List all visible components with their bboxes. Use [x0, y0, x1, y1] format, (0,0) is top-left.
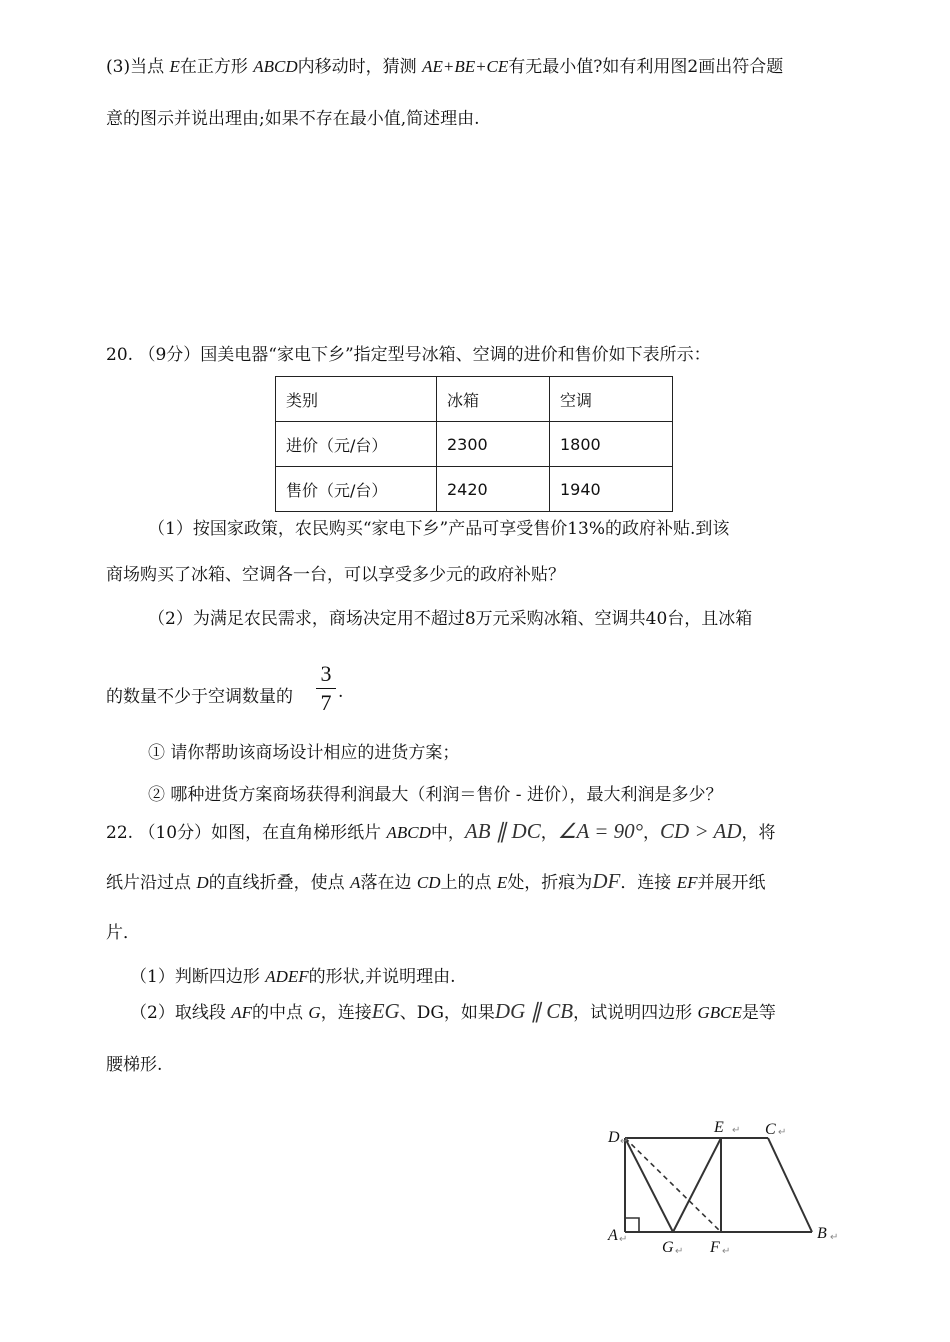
label-E: E: [714, 1119, 724, 1136]
return-mark: ↵: [778, 1127, 787, 1138]
table-cell: 1940: [550, 467, 673, 512]
table-cell: 2300: [437, 422, 550, 467]
q19-part3-line1: (3)当点 E在正方形 ABCD内移动时，猜测 AE+BE+CE有无最小值?如有利用图2画出符合题: [106, 57, 784, 77]
q22-part2-line2: 腰梯形.: [106, 1055, 163, 1075]
q20-title: 20. （9分）国美电器“家电下乡”指定型号冰箱、空调的进价和售价如下表所示：: [106, 345, 711, 365]
fraction-bar: [316, 688, 336, 689]
q19-part3-line2: 意的图示并说出理由;如果不存在最小值,简述理由.: [106, 109, 480, 129]
return-mark: ↵: [722, 1246, 731, 1257]
q20-sub1: ① 请你帮助该商场设计相应的进货方案；: [148, 743, 460, 763]
label-G: G: [662, 1239, 674, 1256]
right-angle-mark: [625, 1218, 639, 1232]
label-B: B: [817, 1225, 827, 1242]
fraction-three-sevenths: [316, 662, 336, 715]
table-row: [276, 467, 673, 512]
return-mark: ↵: [830, 1232, 839, 1243]
return-mark: ↵: [619, 1234, 628, 1245]
return-mark: ↵: [732, 1125, 741, 1136]
table-header-row: [276, 377, 673, 422]
return-mark: ↵: [620, 1136, 629, 1147]
q20-part2-line2: 的数量不少于空调数量的: [106, 687, 293, 707]
label-F: F: [710, 1239, 720, 1256]
label-D: D: [608, 1129, 620, 1146]
q20-part1-line1: （1）按国家政策，农民购买“家电下乡”产品可享受售价13%的政府补贴.到该: [148, 519, 730, 539]
trapezoid-figure: [600, 1112, 850, 1258]
fraction-numerator: 3: [320, 661, 332, 686]
table-cell: 进价（元/台）: [276, 422, 437, 467]
segment-CB: [768, 1138, 812, 1232]
price-table: [275, 376, 673, 512]
q20-sub2: ② 哪种进货方案商场获得利润最大（利润＝售价 - 进价），最大利润是多少？: [148, 785, 723, 805]
q20-part1-line2: 商场购买了冰箱、空调各一台，可以享受多少元的政府补贴？: [106, 565, 565, 585]
table-header-cell: 类别: [276, 377, 437, 422]
fraction-period: .: [338, 682, 344, 702]
return-mark: ↵: [675, 1246, 684, 1257]
table-cell: 2420: [437, 467, 550, 512]
table-header-cell: 空调: [550, 377, 673, 422]
table-cell: 1800: [550, 422, 673, 467]
q22-line2: 纸片沿过点 D的直线折叠，使点 A落在边 CD上的点 E处，折痕为DF．连接 EF并展开纸: [106, 869, 766, 893]
table-header-cell: 冰箱: [437, 377, 550, 422]
q22-line3: 片．: [106, 923, 140, 943]
q22-line1: 22. （10分）如图，在直角梯形纸片 ABCD中，AB ∥ DC，∠A = 90°，CD > AD，将: [106, 819, 776, 843]
q22-part1: （1）判断四边形 ADEF的形状,并说明理由.: [130, 967, 456, 987]
label-A: A: [608, 1227, 618, 1244]
table-cell: 售价（元/台）: [276, 467, 437, 512]
segment-EG: [673, 1138, 721, 1232]
label-C: C: [765, 1121, 776, 1138]
q22-part2: （2）取线段 AF的中点 G，连接EG、DG，如果DG ∥ CB，试说明四边形 GBCE是等: [130, 999, 776, 1023]
table-row: [276, 422, 673, 467]
fraction-denominator: 7: [320, 690, 332, 715]
q20-part2-line1: （2）为满足农民需求，商场决定用不超过8万元采购冰箱、空调共40台，且冰箱: [148, 609, 753, 629]
